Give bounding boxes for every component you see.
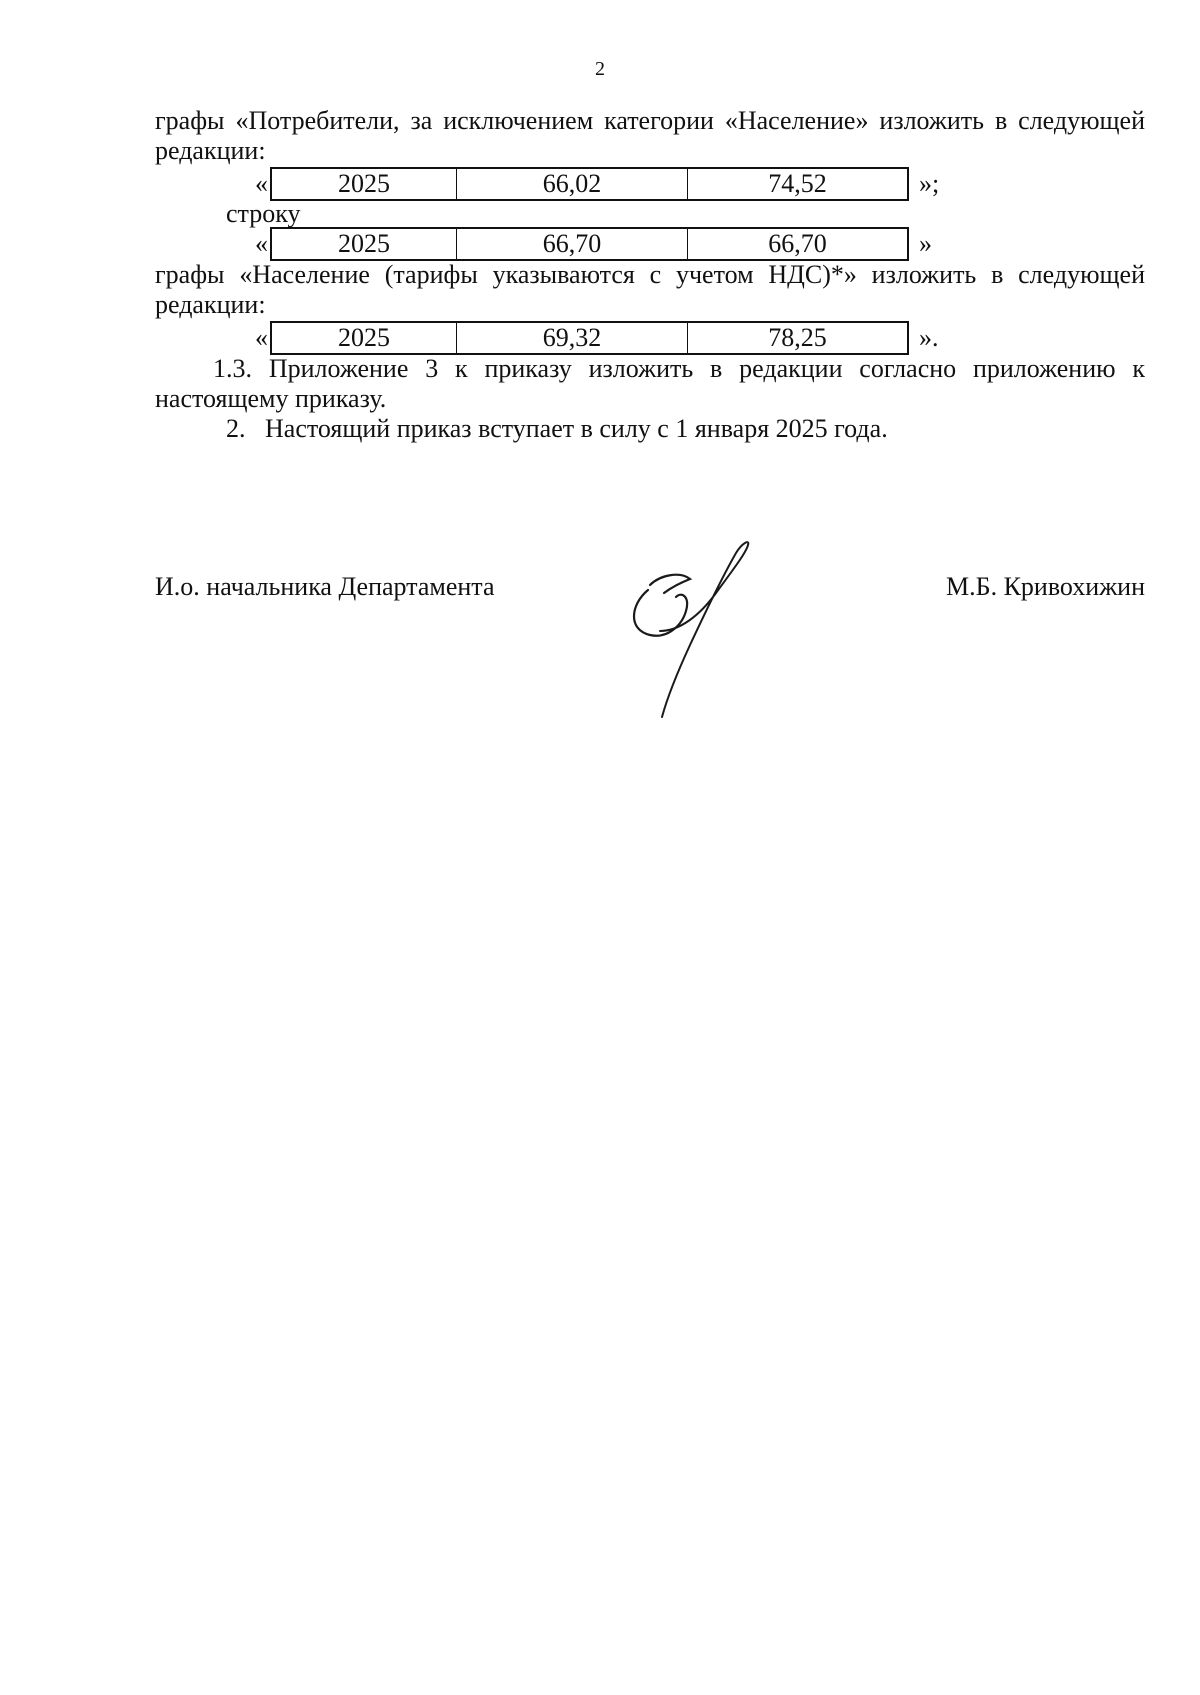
tariff-row-1 bbox=[155, 168, 1145, 200]
tariff-table-2 bbox=[270, 227, 909, 261]
quote-close: ». bbox=[919, 323, 939, 352]
cell-year: 2025 bbox=[272, 169, 457, 199]
quote-open: « bbox=[255, 169, 268, 198]
cell-year: 2025 bbox=[272, 323, 457, 353]
item-2: 2. Настоящий приказ вступает в силу с 1 января 2025 года. bbox=[226, 414, 888, 443]
tariff-table-3 bbox=[270, 321, 909, 355]
cell-tariff-second-half: 66,70 bbox=[768, 229, 827, 258]
item-1-3: 1.3. Приложение 3 к приказу изложить в редакции согласно приложению к настоящему приказу. bbox=[155, 354, 1145, 413]
cell-tariff-first-half: 66,70 bbox=[457, 229, 688, 259]
quote-open: « bbox=[255, 229, 268, 258]
handwritten-signature bbox=[620, 535, 780, 725]
tariff-table-1 bbox=[270, 167, 909, 201]
document-body bbox=[155, 106, 1145, 444]
cell-year: 2025 bbox=[272, 229, 457, 259]
cell-tariff-second-half: 74,52 bbox=[768, 169, 827, 198]
paragraph-consumers: графы «Потребители, за исключением категории «Население» изложить в следующей редакции: bbox=[155, 106, 1145, 165]
cell-tariff-first-half: 69,32 bbox=[457, 323, 688, 353]
page-number: 2 bbox=[595, 58, 605, 80]
word-stroku: строку bbox=[226, 199, 301, 228]
tariff-row-3 bbox=[155, 322, 1145, 354]
signatory-name: М.Б. Кривохижин bbox=[946, 572, 1145, 601]
quote-open: « bbox=[255, 323, 268, 352]
quote-close: » bbox=[919, 229, 932, 258]
tariff-row-2 bbox=[155, 228, 1145, 260]
signatory-position: И.о. начальника Департамента bbox=[155, 572, 495, 601]
cell-tariff-second-half: 78,25 bbox=[768, 323, 827, 352]
quote-close: »; bbox=[919, 169, 940, 198]
paragraph-population: графы «Население (тарифы указываются с учетом НДС)*» изложить в следующей редакции: bbox=[155, 260, 1145, 319]
cell-tariff-first-half: 66,02 bbox=[457, 169, 688, 199]
